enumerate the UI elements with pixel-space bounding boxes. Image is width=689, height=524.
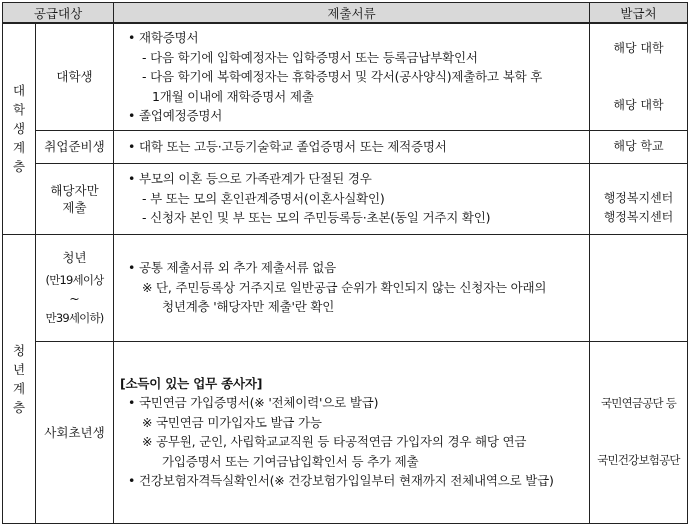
- supply-docs-table: [2, 2, 688, 524]
- label-student: 대학생: [36, 23, 114, 130]
- group-youth: 청 년 계 층: [3, 234, 36, 523]
- row-eligible: [3, 163, 688, 234]
- header-target: 공급대상: [3, 3, 114, 24]
- label-eligible: 해당자만 제출: [36, 163, 114, 234]
- docs-student: • 재학증명서 - 다음 학기에 입학예정자는 입학증명서 또는 등록금납부확인서 - 다음 학기에 복학예정자는 휴학증명서 및 각서(공사양식)제출하고 복학 후 1개월 이내에 재학증명서 제출 • 졸업예정증명서: [114, 23, 590, 130]
- label-jobseeker: 취업준비생: [36, 130, 114, 163]
- issuer-student: 해당 대학 해당 대학: [590, 23, 688, 130]
- issuer-jobseeker: 해당 학교: [590, 130, 688, 163]
- group-university: 대 학 생 계 층: [3, 23, 36, 234]
- issuer-newworker: 국민연금공단 등 국민건강보험공단: [590, 341, 688, 523]
- header-row: [3, 3, 688, 24]
- docs-young: • 공통 제출서류 외 추가 제출서류 없음 ※ 단, 주민등록상 거주지로 일반공급 순위가 확인되지 않는 신청자는 아래의 청년계층 '해당자만 제출'란 확인: [114, 234, 590, 341]
- header-issuer: 발급처: [590, 3, 688, 24]
- row-student: [3, 23, 688, 130]
- docs-jobseeker: • 대학 또는 고등·고등기술학교 졸업증명서 또는 제적증명서: [114, 130, 590, 163]
- header-documents: 제출서류: [114, 3, 590, 24]
- issuer-young: [590, 234, 688, 341]
- issuer-eligible: 행정복지센터 행정복지센터: [590, 163, 688, 234]
- label-newworker: 사회초년생: [36, 341, 114, 523]
- row-jobseeker: [3, 130, 688, 163]
- docs-newworker: [소득이 있는 업무 종사자] • 국민연금 가입증명서(※ '전체이력'으로 발급) ※ 국민연금 미가입자도 발급 가능 ※ 공무원, 군인, 사립학교교직원 등 타공적연금 가입자의 경우 해당 연금 가입증명서 또는 기여금납입확인서 등 추가 제출 • 건강보험자격득실확인서(※ 건강보험가입일부터 현재까지 전체내역으로 발급): [114, 341, 590, 523]
- row-newworker: [3, 341, 688, 523]
- label-young: 청년 (만19세이상 ~ 만39세이하): [36, 234, 114, 341]
- row-young: [3, 234, 688, 341]
- docs-eligible: • 부모의 이혼 등으로 가족관계가 단절된 경우 - 부 또는 모의 혼인관계증명서(이혼사실확인) - 신청자 본인 및 부 또는 모의 주민등록등·초본(동일 거주지 확인): [114, 163, 590, 234]
